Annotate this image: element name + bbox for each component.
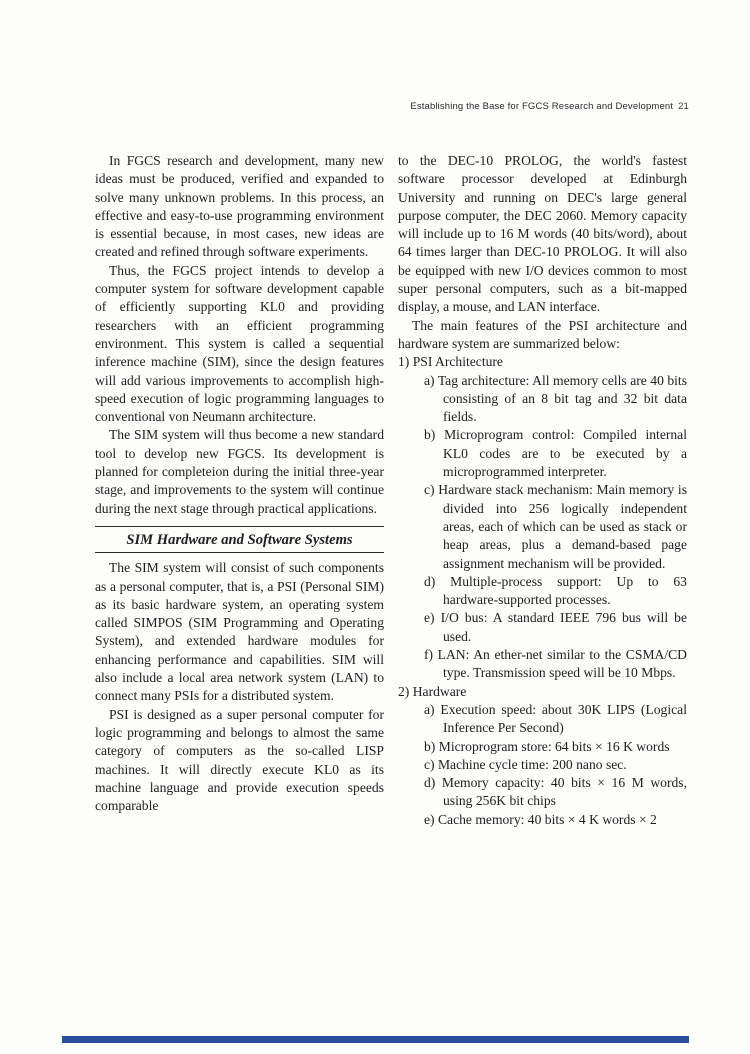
- list-text: Multiple-process support: Up to 63 hardware-supported processes.: [443, 573, 687, 608]
- list-label: c): [424, 756, 435, 772]
- paragraph: The SIM system will thus become a new standard tool to develop new FGCS. Its development is planned for completeion during the initial three-year stage, and improvements to the system will continue during the next stage through practical applications.: [95, 427, 384, 516]
- list-text: Hardware stack mechanism: Main memory is divided into 256 logically independent areas, each of which can be used as stack or heap areas, plus a demand-based page assignment mechanism will be provided.: [438, 482, 687, 571]
- heading-rule-bottom: [95, 552, 384, 553]
- right-column: [398, 152, 687, 829]
- list-label: a): [424, 701, 435, 717]
- lettered-list-item: [424, 609, 687, 646]
- list-text: Tag architecture: All memory cells are 40 bits consisting of an 8 bit tag and 32 bit data fields.: [437, 372, 687, 425]
- lettered-list-item: [424, 481, 687, 572]
- list-label: b): [424, 738, 436, 754]
- list-text: Microprogram store: 64 bits × 16 K words: [438, 738, 670, 754]
- numbered-list-item: [398, 683, 687, 701]
- paragraph: PSI is designed as a super personal computer for logic programming and belongs to almost the same category of computers as the so-called LISP machines. It will directly execute KL0 as its machine language and provide execution speeds comparable: [95, 706, 384, 814]
- list-label: e): [424, 811, 435, 827]
- list-label: b): [424, 427, 436, 443]
- list-label: f): [424, 647, 434, 663]
- numbered-list-item: [398, 353, 687, 371]
- lettered-list-item: [424, 426, 687, 481]
- paragraph: The SIM system will consist of such components as a personal computer, that is, a PSI (Personal SIM) as its basic hardware system, an operating system called SIMPOS (SIM Programming and Operating System), and extended hardware modules for enhancing performance and capabilities. SIM will also include a local area network system (LAN) to connect many PSIs for a distributed system.: [95, 560, 384, 704]
- section-heading-block: [95, 526, 384, 553]
- page-number: 21: [678, 101, 689, 112]
- list-text: I/O bus: A standard IEEE 796 bus will be used.: [440, 610, 688, 644]
- footer-bar: [62, 1036, 689, 1043]
- section-heading: SIM Hardware and Software Systems: [126, 531, 353, 548]
- list-label: 2): [398, 683, 410, 699]
- lettered-list-item: [424, 646, 687, 683]
- list-text: Memory capacity: 40 bits × 16 M words, using 256K bit chips: [441, 775, 687, 809]
- list-label: d): [424, 775, 436, 791]
- list-title: PSI Architecture: [412, 354, 503, 370]
- paragraph: to the DEC-10 PROLOG, the world's fastest software processor developed at Edinburgh University and running on DEC's large general purpose computer, the DEC 2060. Memory capacity will include up to 16 M words (40 bits/word), about 64 times larger than DEC-10 PROLOG. It will also be equipped with new I/O devices common to most super personal computers, such as a bit-mapped display, a mouse, and LAN interface.: [398, 153, 687, 315]
- paragraph: Thus, the FGCS project intends to develop a computer system for software development capable of efficiently supporting KL0 and providing researchers with an efficient programming environment. This system is called a sequential inference machine (SIM), since the design features will add various improvements to accomplish high-speed execution of logic programming languages to conventional von Neumann architecture.: [95, 262, 384, 425]
- list-text: Microprogram control: Compiled internal KL0 codes are to be executed by a microprogrammed interpreter.: [443, 427, 687, 480]
- running-header-title: Establishing the Base for FGCS Research and Development: [410, 101, 674, 112]
- list-text: Machine cycle time: 200 nano sec.: [437, 756, 627, 772]
- lettered-list-item: [424, 738, 687, 756]
- list-title: Hardware: [412, 683, 467, 699]
- lettered-list-item: [424, 811, 687, 829]
- list-label: c): [424, 482, 435, 498]
- paragraph: The main features of the PSI architecture and hardware system are summarized below:: [398, 317, 687, 351]
- lettered-list-item: [424, 774, 687, 811]
- two-column-body: [95, 152, 687, 829]
- list-label: 1): [398, 354, 410, 370]
- list-label: d): [424, 573, 436, 589]
- lettered-list-item: [424, 701, 687, 738]
- lettered-list-item: [424, 573, 687, 610]
- list-text: LAN: An ether-net similar to the CSMA/CD type. Transmission speed will be 10 Mbps.: [437, 647, 688, 681]
- list-text: Cache memory: 40 bits × 4 K words × 2: [437, 811, 657, 827]
- lettered-list-item: [424, 372, 687, 427]
- paragraph: In FGCS research and development, many new ideas must be produced, verified and expanded to solve many unknown problems. In this process, an effective and easy-to-use programming environment is essential because, in most cases, new ideas are created and refined through software experiments.: [95, 153, 384, 260]
- list-label: a): [424, 372, 435, 388]
- left-column: [95, 152, 384, 829]
- list-label: e): [424, 610, 435, 626]
- lettered-list-item: [424, 756, 687, 774]
- running-header: [0, 101, 689, 112]
- list-text: Execution speed: about 30K LIPS (Logical Inference Per Second): [440, 701, 687, 736]
